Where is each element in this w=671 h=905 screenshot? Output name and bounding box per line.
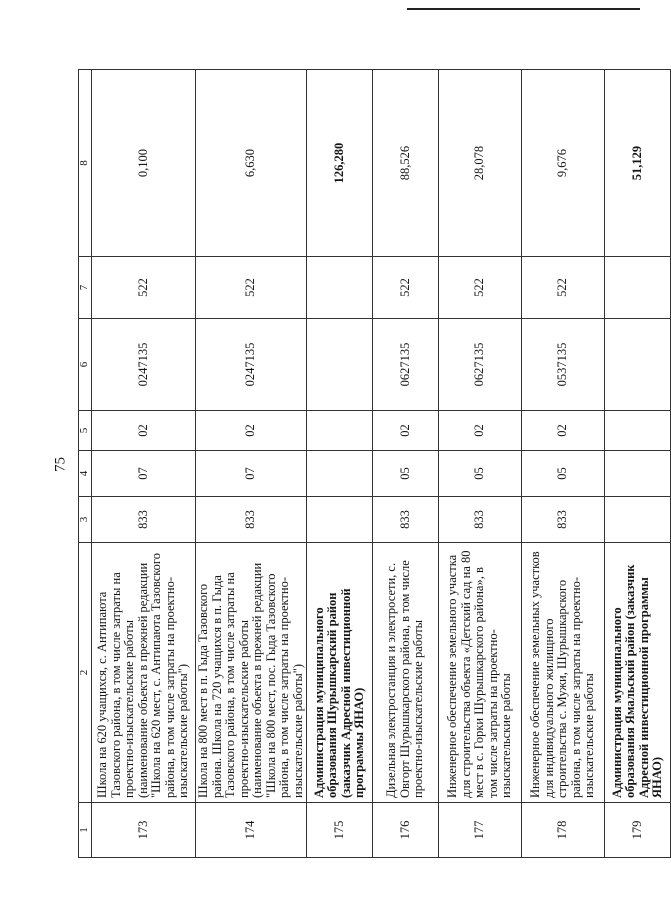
- col-header-1: 1: [79, 803, 92, 858]
- header-row: [79, 70, 92, 858]
- row-description: Администрация муниципального образования Шурышкарский район (заказчик Адресной инвестиционной программы ЯНАО): [307, 543, 373, 803]
- row-code-6: 0627135: [439, 319, 522, 411]
- table-row: [373, 70, 439, 858]
- row-description: Администрация муниципального образования Ямальский район (заказчик Адресной инвестиционной программы ЯНАО): [605, 543, 671, 803]
- row-code-4: 07: [196, 451, 307, 497]
- row-code-5: 02: [196, 411, 307, 451]
- row-number: 176: [373, 803, 439, 858]
- row-code-3: 833: [92, 497, 196, 543]
- page-number-text: 75: [52, 457, 69, 472]
- row-number: 175: [307, 803, 373, 858]
- row-code-6: 0247135: [92, 319, 196, 411]
- row-value: 126,280: [307, 70, 373, 257]
- document-frame: [78, 70, 664, 858]
- row-code-6: 0627135: [373, 319, 439, 411]
- row-code-4: 07: [92, 451, 196, 497]
- row-number: 178: [522, 803, 605, 858]
- col-header-6: 6: [79, 319, 92, 411]
- col-header-3: 3: [79, 497, 92, 543]
- row-description: Школа на 800 мест в п. Гыда Тазовского района. Школа на 720 учащихся в п. Гыда Тазовского района, в том числе затраты на проектно-изыскательские работы (наименование объекта в прежней редакции "Школа на 800 мест, пос. Гыда Тазовского района, в том числе затраты на проектно-изыскательские работы"): [196, 543, 307, 803]
- table-row: [196, 70, 307, 858]
- row-code-3: 833: [522, 497, 605, 543]
- row-code-3: 833: [439, 497, 522, 543]
- budget-table: [78, 69, 671, 858]
- table-row: [605, 70, 671, 858]
- row-value: 51,129: [605, 70, 671, 257]
- row-code-7: 522: [196, 257, 307, 319]
- row-code-7: 522: [439, 257, 522, 319]
- row-code-4: 05: [373, 451, 439, 497]
- col-header-5: 5: [79, 411, 92, 451]
- row-code-7: 522: [373, 257, 439, 319]
- row-value: 9,676: [522, 70, 605, 257]
- row-value: 88,526: [373, 70, 439, 257]
- table-row: [439, 70, 522, 858]
- row-code-6: [307, 319, 373, 411]
- col-header-8: 8: [79, 70, 92, 257]
- row-code-3: [605, 497, 671, 543]
- row-code-4: [605, 451, 671, 497]
- page-number: [52, 452, 72, 476]
- row-code-6: 0247135: [196, 319, 307, 411]
- row-code-5: [605, 411, 671, 451]
- row-code-5: [307, 411, 373, 451]
- row-code-7: 522: [522, 257, 605, 319]
- row-code-5: 02: [373, 411, 439, 451]
- row-code-7: 522: [92, 257, 196, 319]
- header-rule: [407, 8, 640, 10]
- row-value: 28,078: [439, 70, 522, 257]
- table-row: [307, 70, 373, 858]
- row-number: 173: [92, 803, 196, 858]
- row-code-3: 833: [373, 497, 439, 543]
- row-value: 0,100: [92, 70, 196, 257]
- row-code-6: [605, 319, 671, 411]
- table-row: [522, 70, 605, 858]
- row-description: Инженерное обеспечение земельного участка для строительства объекта «Детский сад на 80 мест в с. Горки Шурышкарского района», в том числе затраты на проектно-изыскательские работы: [439, 543, 522, 803]
- row-code-4: 05: [522, 451, 605, 497]
- row-number: 179: [605, 803, 671, 858]
- row-description: Дизельная электростанция и электросети, с. Овгорт Шурышкарского района, в том числе проектно-изыскательские работы: [373, 543, 439, 803]
- row-code-4: [307, 451, 373, 497]
- row-code-7: [307, 257, 373, 319]
- col-header-4: 4: [79, 451, 92, 497]
- row-code-3: 833: [196, 497, 307, 543]
- row-code-3: [307, 497, 373, 543]
- row-code-5: 02: [522, 411, 605, 451]
- row-number: 177: [439, 803, 522, 858]
- col-header-2: 2: [79, 543, 92, 803]
- row-code-4: 05: [439, 451, 522, 497]
- row-description: Школа на 620 учащихся, с. Антипаюта Тазовского района, в том числе затраты на проектно-изыскательские работы (наименование объекта в прежней редакции "Школа на 620 мест, с. Антипаюта Тазовского района, в том числе затраты на проектно-изыскательские работы"): [92, 543, 196, 803]
- row-code-5: 02: [92, 411, 196, 451]
- row-code-7: [605, 257, 671, 319]
- row-code-6: 0537135: [522, 319, 605, 411]
- col-header-7: 7: [79, 257, 92, 319]
- table-row: [92, 70, 196, 858]
- row-value: 6,630: [196, 70, 307, 257]
- row-description: Инженерное обеспечение земельных участков для индивидуального жилищного строительства с. Мужи, Шурышкарского района, в том числе затраты на проектно-изыскательские работы: [522, 543, 605, 803]
- row-number: 174: [196, 803, 307, 858]
- row-code-5: 02: [439, 411, 522, 451]
